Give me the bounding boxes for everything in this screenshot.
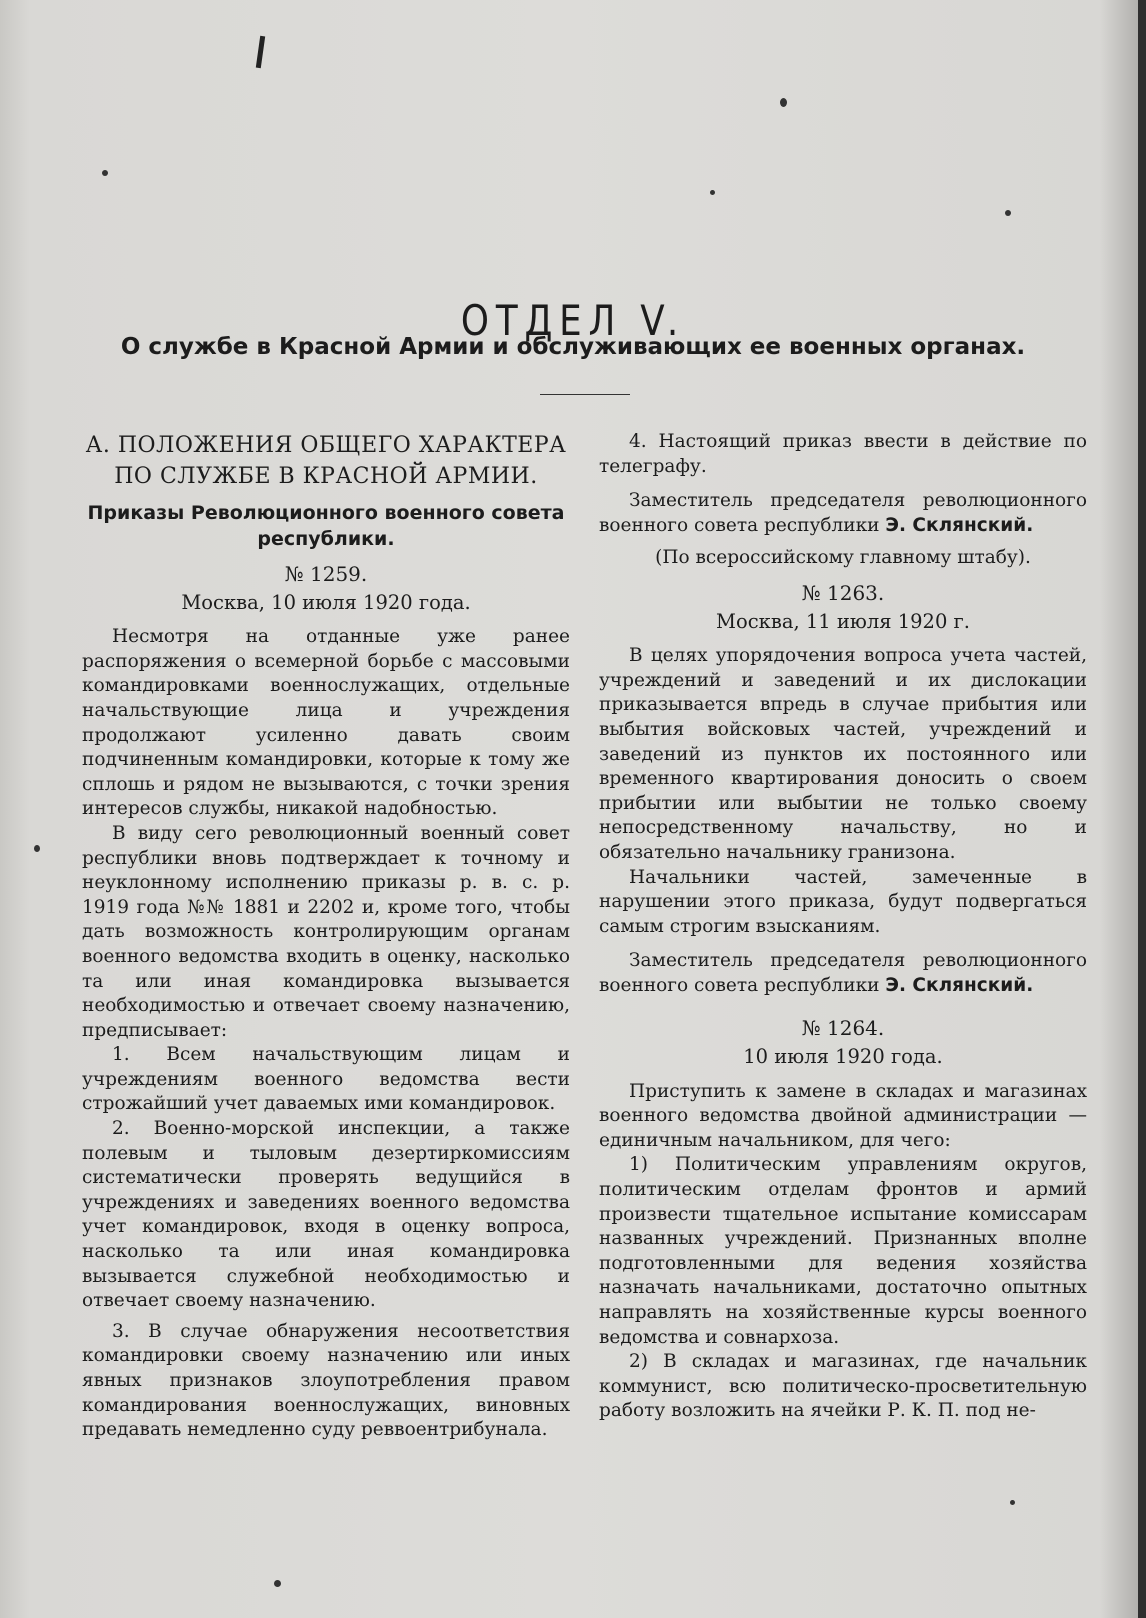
order-number: № 1264. [801, 1016, 885, 1041]
scan-speck [274, 1580, 281, 1587]
paragraph: Приступить к замене в складах и магазинах военного ведомства двойной администрации — единичным начальником, для чего: [599, 1080, 1087, 1151]
order-date: 10 июля 1920 года. [743, 1045, 943, 1069]
order-place-date: Москва, 10 июля 1920 года. [181, 590, 471, 614]
signature-title: Заместитель председателя революционного военного совета республики [599, 950, 1087, 996]
part-a-heading: А. ПОЛОЖЕНИЯ ОБЩЕГО ХАРАКТЕРА ПО СЛУЖБЕ В КРАСНОЙ АРМИИ. [85, 433, 567, 489]
scan-speck [34, 845, 40, 852]
paragraph: 3. В случае обнаружения несоответствия командировки своему назначению или иных явных признаков злоупотребления правом командирования военнослужащих, виновных предавать немедленно суду реввоентрибунала. [82, 1320, 570, 1441]
signature-block [599, 489, 1087, 538]
paragraph: В целях упорядочения вопроса учета частей, учреждений и заведений и их дислокации приказывается впредь в случае прибытия или выбытия войсковых частей, учреждений и заведений из пунктов их постоянного или временного квартирования доносить о своем прибытии или выбытии не только своему непосредственному начальству, но и обязательно начальнику гранизона. [599, 645, 1087, 863]
right-column [599, 430, 1087, 1424]
paragraph: 2. Военно-морской инспекции, а также полевым и тыловым дезертиркомиссиям систематически проверять ведущийся в учреждениях и заведениях военного ведомства учет командировок, входя в оценку вопроса, насколько та или иная командировка вызывается служебной необходимостью и отвечает своему назначению. [82, 1118, 570, 1312]
order-number: № 1259. [284, 562, 368, 586]
signature-name: Э. Склянский. [885, 514, 1034, 536]
orders-heading: Приказы Революционного военного совета республики. [87, 502, 565, 550]
scan-speck [1005, 210, 1011, 216]
scan-speck [1010, 1500, 1015, 1505]
paragraph: Несмотря на отданные уже ранее распоряжения о всемерной борьбе с массовыми командировками военнослужащих, отдельные начальствующие лица и учреждения продолжают усиленно давать своим подчиненным командировки, которые к тому же сплошь и рядом не вызываются, с точки зрения интересов службы, никакой надобностью. [82, 626, 570, 820]
paragraph: 1. Всем начальствующим лицам и учреждениям военного ведомства вести строжайший учет даваемых ими командировок. [82, 1044, 570, 1115]
paragraph: 1) Политическим управлениям округов, политическим отделам фронтов и армий произвести тщательное испытание комиссарам названных учреждений. Признанных вполне подготовленными для ведения хозяйства назначать начальниками, достаточно опытных направлять на хозяйственные курсы военного ведомства и совнархоза. [599, 1154, 1087, 1348]
scan-speck [102, 170, 108, 176]
scan-speck [710, 190, 715, 195]
order-place-date: Москва, 11 июля 1920 г. [716, 609, 970, 633]
divider-rule [540, 394, 630, 395]
scan-speck [780, 98, 787, 107]
left-column [82, 430, 570, 1443]
signature-title: Заместитель председателя революционного военного совета республики [599, 490, 1087, 536]
paragraph: 2) В складах и магазинах, где начальник коммунист, всю политическо-просветительную работу возложить на ячейки Р. К. П. под не- [599, 1351, 1087, 1422]
scan-mark [256, 36, 265, 68]
section-title: ОТДЕЛ V. [460, 296, 686, 346]
scan-edge [1138, 0, 1146, 1618]
paragraph: В виду сего революционный военный совет республики вновь подтверждает к точному и неуклонному исполнению приказы р. в. с. р. 1919 года №№ 1881 и 2202 и, кроме того, чтобы дать возможность контролирующим органам военного ведомства входить в оценку, насколько та или иная командировка вызывается необходимостью и отвечает своему назначению, предписывает: [82, 822, 570, 1041]
signature-name: Э. Склянский. [885, 974, 1034, 996]
signature-block [599, 949, 1087, 998]
paragraph: Начальники частей, замеченные в нарушении этого приказа, будут подвергаться самым строгим взысканиям. [599, 866, 1087, 937]
paragraph: 4. Настоящий приказ ввести в действие по телеграфу. [599, 431, 1087, 477]
order-number: № 1263. [801, 580, 885, 605]
section-subtitle: О службе в Красной Армии и обслуживающих ее военных органах. [120, 334, 1026, 360]
order-note: (По всероссийскому главному штабу). [655, 547, 1031, 569]
